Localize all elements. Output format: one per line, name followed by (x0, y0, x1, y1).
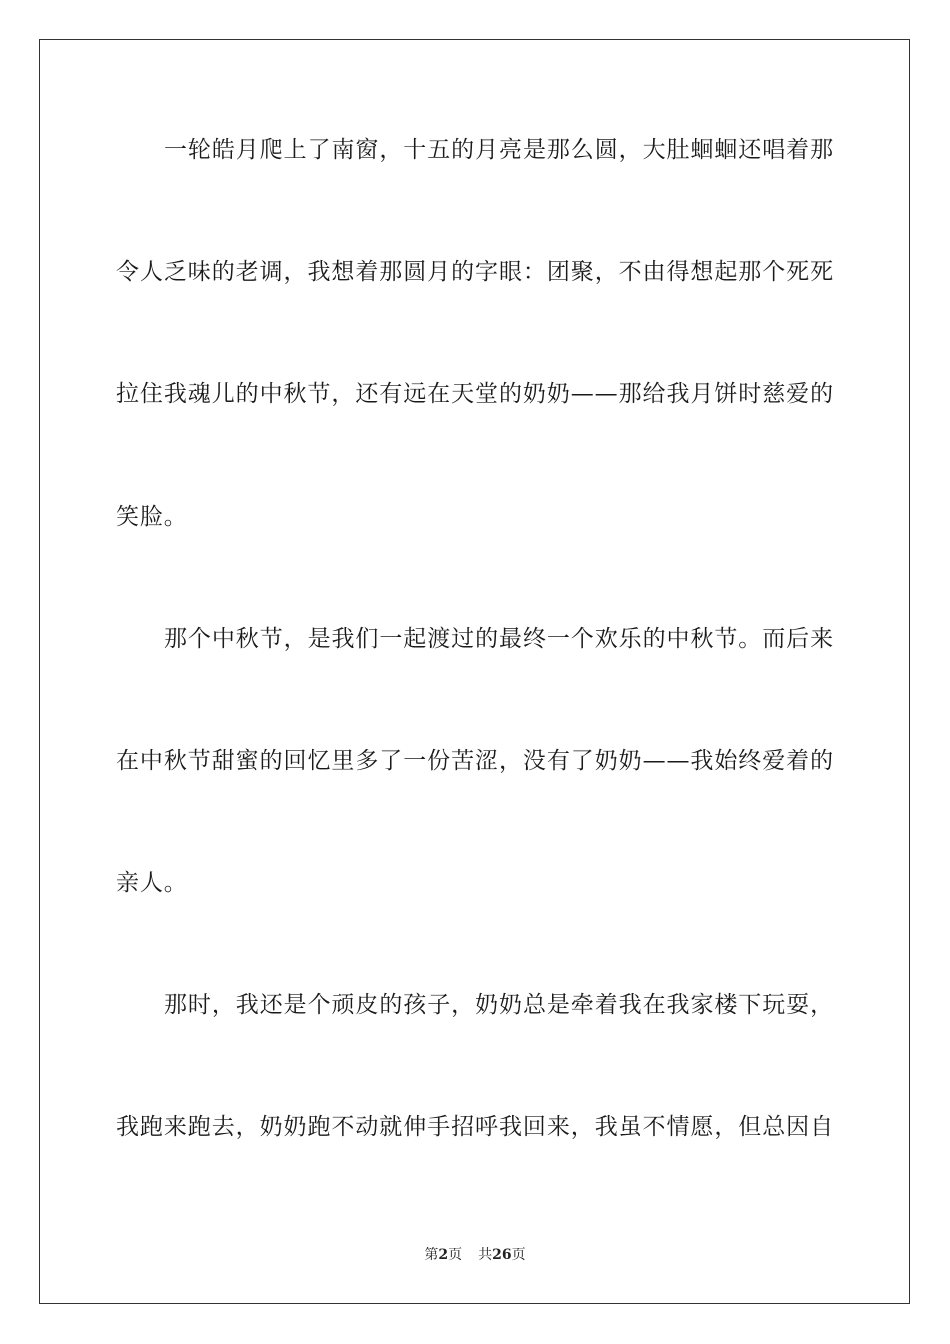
paragraph-1-line-4: 笑脸。 (116, 504, 188, 530)
paragraph-2-line-3: 亲人。 (116, 870, 188, 896)
page-prefix: 第 (424, 1247, 439, 1263)
paragraph-1-line-2: 令人乏味的老调，我想着那圆月的字眼：团聚，不由得想起那个死死 (116, 259, 834, 285)
paragraph-1-line-1: 一轮皓月爬上了南窗，十五的月亮是那么圆，大肚蛔蛔还唱着那 (164, 137, 834, 163)
paragraph-3-line-2: 我跑来跑去，奶奶跑不动就伸手招呼我回来，我虽不情愿，但总因自 (116, 1114, 834, 1140)
paragraph-1-line-3: 拉住我魂儿的中秋节，还有远在天堂的奶奶——那给我月饼时慈爱的 (116, 381, 834, 407)
page-number: 2 (438, 1247, 449, 1263)
total-suffix: 页 (511, 1247, 526, 1263)
paragraph-2-line-2: 在中秋节甜蜜的回忆里多了一份苦涩，没有了奶奶——我始终爱着的 (116, 748, 834, 774)
paragraph-3-line-1: 那时，我还是个顽皮的孩子，奶奶总是牵着我在我家楼下玩耍， (164, 992, 834, 1018)
paragraph-2-line-1: 那个中秋节，是我们一起渡过的最终一个欢乐的中秋节。而后来 (164, 626, 834, 652)
page-footer (0, 1246, 950, 1264)
total-pages: 26 (492, 1247, 512, 1263)
total-prefix: 共 (478, 1247, 493, 1263)
page-suffix: 页 (448, 1247, 463, 1263)
